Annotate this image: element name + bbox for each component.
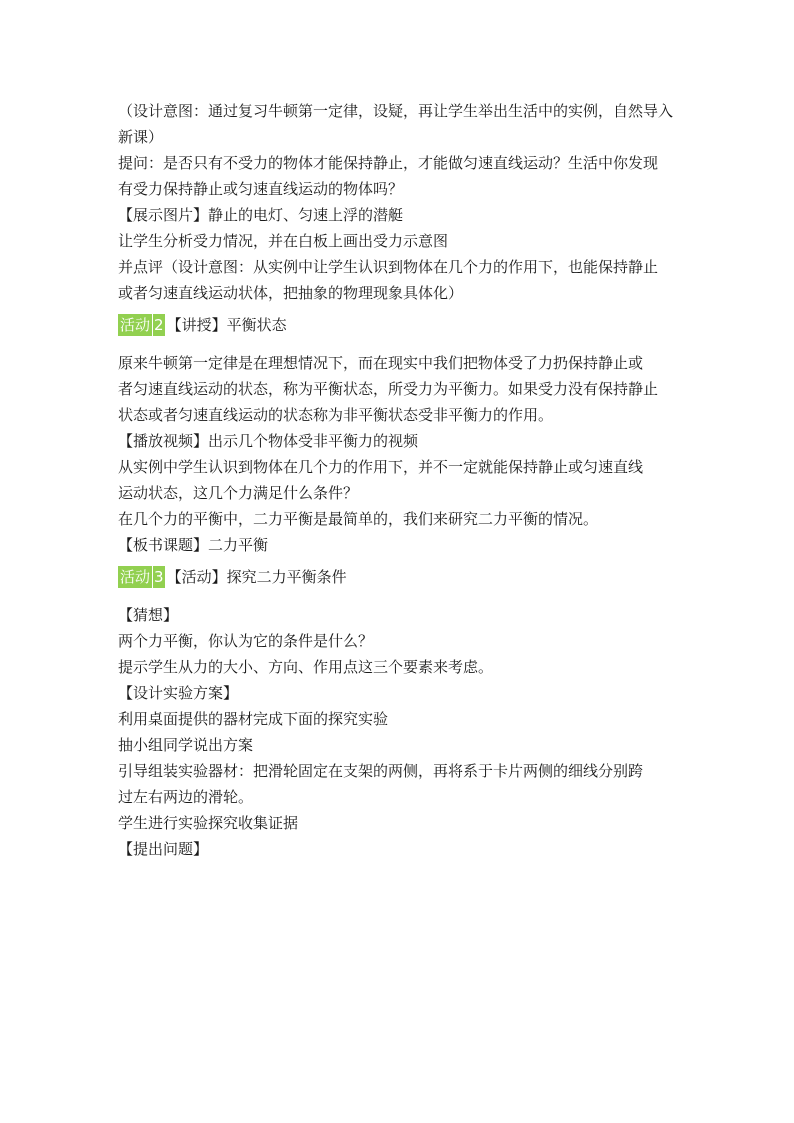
text-line: 提示学生从力的大小、方向、作用点这三个要素来考虑。	[118, 658, 494, 676]
text-line: 抽小组同学说出方案	[118, 736, 254, 754]
text-line: 【展示图片】静止的电灯、匀速上浮的潜艇	[118, 206, 404, 224]
document-page	[118, 98, 678, 862]
activity-badge-label: 活动	[120, 568, 151, 586]
text-line: 【板书课题】二力平衡	[118, 536, 269, 554]
text-line: 两个力平衡，你认为它的条件是什么？	[118, 632, 374, 650]
text-line: 【设计实验方案】	[118, 684, 239, 702]
text-line: 过左右两边的滑轮。	[118, 788, 254, 806]
section-experiment	[118, 602, 678, 862]
text-line: 【提出问题】	[118, 840, 209, 858]
text-line: 有受力保持静止或匀速直线运动的物体吗？	[118, 180, 404, 198]
text-line: 原来牛顿第一定律是在理想情况下，而在现实中我们把物体受了力扔保持静止或	[118, 354, 644, 372]
text-line: 者匀速直线运动的状态，称为平衡状态，所受力为平衡力。如果受力没有保持静止	[118, 380, 659, 398]
text-line: 从实例中学生认识到物体在几个力的作用下，并不一定就能保持静止或匀速直线	[118, 458, 644, 476]
text-line: 新课）	[118, 128, 164, 146]
text-line: 或者匀速直线运动状体，把抽象的物理现象具体化）	[118, 284, 464, 302]
text-line: 在几个力的平衡中，二力平衡是最简单的，我们来研究二力平衡的情况。	[118, 510, 599, 528]
activity-3-heading	[118, 564, 678, 590]
text-line: 学生进行实验探究收集证据	[118, 814, 299, 832]
activity-badge-number: 2	[154, 316, 164, 334]
activity-title: 【讲授】平衡状态	[166, 316, 287, 334]
activity-badge-label: 活动	[120, 316, 151, 334]
text-line: 提问：是否只有不受力的物体才能保持静止，才能做匀速直线运动？生活中你发现	[118, 154, 659, 172]
activity-2-heading	[118, 312, 678, 338]
activity-badge-number: 3	[154, 568, 164, 586]
text-line: 引导组装实验器材：把滑轮固定在支架的两侧，再将系于卡片两侧的细线分别跨	[118, 762, 644, 780]
text-line: （设计意图：通过复习牛顿第一定律，设疑，再让学生举出生活中的实例，自然导入	[118, 102, 674, 120]
text-line: 状态或者匀速直线运动的状态称为非平衡状态受非平衡力的作用。	[118, 406, 554, 424]
activity-title: 【活动】探究二力平衡条件	[166, 568, 347, 586]
text-line: 运动状态，这几个力满足什么条件？	[118, 484, 359, 502]
section-balance-state	[118, 350, 678, 558]
text-line: 【猜想】	[118, 606, 179, 624]
text-line: 让学生分析受力情况，并在白板上画出受力示意图	[118, 232, 449, 250]
text-line: 【播放视频】出示几个物体受非平衡力的视频	[118, 432, 419, 450]
text-line: 利用桌面提供的器材完成下面的探究实验	[118, 710, 389, 728]
section-intro	[118, 98, 678, 306]
text-line: 并点评（设计意图：从实例中让学生认识到物体在几个力的作用下，也能保持静止	[118, 258, 659, 276]
